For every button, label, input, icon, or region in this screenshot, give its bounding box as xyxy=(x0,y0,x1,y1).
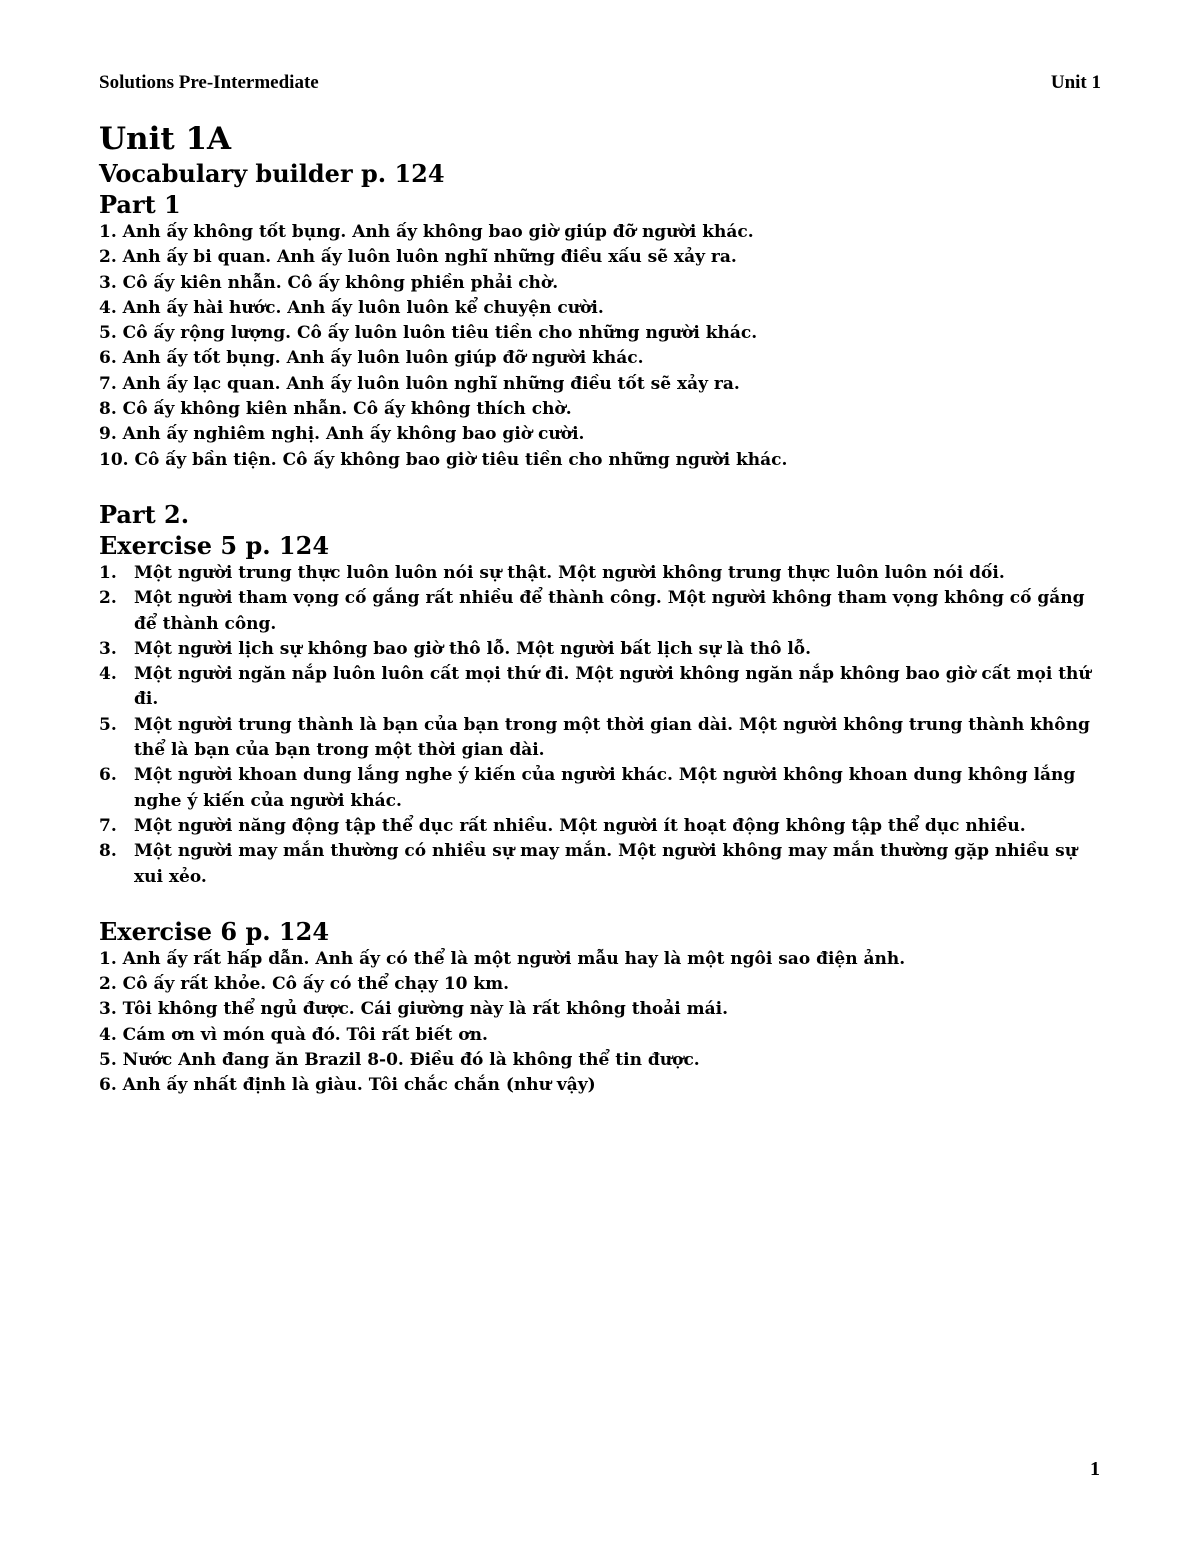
exercise5-item xyxy=(99,637,1101,662)
part1-item: 9. Anh ấy nghiêm nghị. Anh ấy không bao giờ cười. xyxy=(99,424,585,445)
exercise5-item xyxy=(99,561,1101,586)
exercise6-heading: Exercise 6 p. 124 xyxy=(99,916,330,946)
exercise6-item: 1. Anh ấy rất hấp dẫn. Anh ấy có thể là một người mẫu hay là một ngôi sao điện ảnh. xyxy=(99,948,906,969)
item-number: 4. xyxy=(99,664,117,685)
part1-item: 4. Anh ấy hài hước. Anh ấy luôn luôn kể chuyện cười. xyxy=(99,297,604,318)
item-number: 7. xyxy=(99,815,117,836)
part1-item: 5. Cô ấy rộng lượng. Cô ấy luôn luôn tiêu tiền cho những người khác. xyxy=(99,323,758,344)
part1-item: 7. Anh ấy lạc quan. Anh ấy luôn luôn nghĩ những điều tốt sẽ xảy ra. xyxy=(99,373,740,394)
item-text: Một người may mắn thường có nhiều sự may mắn. Một người không may mắn thường gặp nhiều sự xui xẻo. xyxy=(134,841,1078,887)
exercise6-item: 6. Anh ấy nhất định là giàu. Tôi chắc chắn (như vậy) xyxy=(99,1075,596,1096)
exercise5-item xyxy=(99,713,1101,764)
part1-item: 3. Cô ấy kiên nhẫn. Cô ấy không phiền phải chờ. xyxy=(99,272,559,293)
page-header xyxy=(99,72,1101,94)
exercise6-item: 5. Nước Anh đang ăn Brazil 8-0. Điều đó là không thể tin được. xyxy=(99,1050,700,1071)
part1-heading: Part 1 xyxy=(99,190,181,219)
item-text: Một người trung thực luôn luôn nói sự thật. Một người không trung thực luôn luôn nói dối. xyxy=(134,562,1005,583)
exercise5-heading: Exercise 5 p. 124 xyxy=(99,530,330,560)
item-text: Một người lịch sự không bao giờ thô lỗ. Một người bất lịch sự là thô lỗ. xyxy=(134,638,812,659)
header-unit: Unit 1 xyxy=(1050,72,1101,93)
header-book-title: Solutions Pre-Intermediate xyxy=(99,72,319,93)
item-number: 2. xyxy=(99,588,117,609)
item-number: 6. xyxy=(99,765,117,786)
item-text: Một người trung thành là bạn của bạn trong một thời gian dài. Một người không trung thành không thể là bạn của bạn trong một thời gian dài. xyxy=(134,714,1090,761)
exercise5-list xyxy=(99,561,1101,890)
part1-item: 2. Anh ấy bi quan. Anh ấy luôn luôn nghĩ những điều xấu sẽ xảy ra. xyxy=(99,247,737,268)
exercise5-item xyxy=(99,763,1101,814)
item-number: 5. xyxy=(99,714,117,735)
part1-item: 1. Anh ấy không tốt bụng. Anh ấy không bao giờ giúp đỡ người khác. xyxy=(99,222,754,242)
item-number: 8. xyxy=(99,841,117,862)
part1-item: 6. Anh ấy tốt bụng. Anh ấy luôn luôn giúp đỡ người khác. xyxy=(99,348,644,369)
page-content xyxy=(99,120,1101,1099)
part2-heading: Part 2. xyxy=(99,499,190,529)
page-number: 1 xyxy=(1090,1458,1100,1480)
vocabulary-builder-heading: Vocabulary builder p. 124 xyxy=(99,159,445,188)
item-number: 3. xyxy=(99,638,117,659)
exercise6-item: 3. Tôi không thể ngủ được. Cái giường này là rất không thoải mái. xyxy=(99,999,729,1020)
exercise5-item xyxy=(99,662,1101,713)
exercise5-item xyxy=(99,839,1101,890)
exercise6-item: 2. Cô ấy rất khỏe. Cô ấy có thể chạy 10 km. xyxy=(99,974,510,995)
item-number: 1. xyxy=(99,562,117,583)
part1-item: 8. Cô ấy không kiên nhẫn. Cô ấy không thích chờ. xyxy=(99,399,572,420)
exercise5-item xyxy=(99,586,1101,637)
exercise6-list xyxy=(99,947,1101,1099)
item-text: Một người tham vọng cố gắng rất nhiều để thành công. Một người không tham vọng không cố gắng để thành công. xyxy=(134,588,1085,634)
part1-item: 10. Cô ấy bần tiện. Cô ấy không bao giờ tiêu tiền cho những người khác. xyxy=(99,449,788,470)
unit-title: Unit 1A xyxy=(99,121,232,157)
exercise6-item: 4. Cám ơn vì món quà đó. Tôi rất biết ơn. xyxy=(99,1024,488,1045)
part1-list xyxy=(99,220,1101,473)
item-text: Một người năng động tập thể dục rất nhiều. Một người ít hoạt động không tập thể dục nhiều. xyxy=(134,815,1026,836)
item-text: Một người khoan dung lắng nghe ý kiến của người khác. Một người không khoan dung không lắng nghe ý kiến của người khác. xyxy=(134,765,1076,811)
item-text: Một người ngăn nắp luôn luôn cất mọi thứ đi. Một người không ngăn nắp không bao giờ cất mọi thứ đi. xyxy=(134,664,1091,710)
exercise5-item xyxy=(99,814,1101,839)
